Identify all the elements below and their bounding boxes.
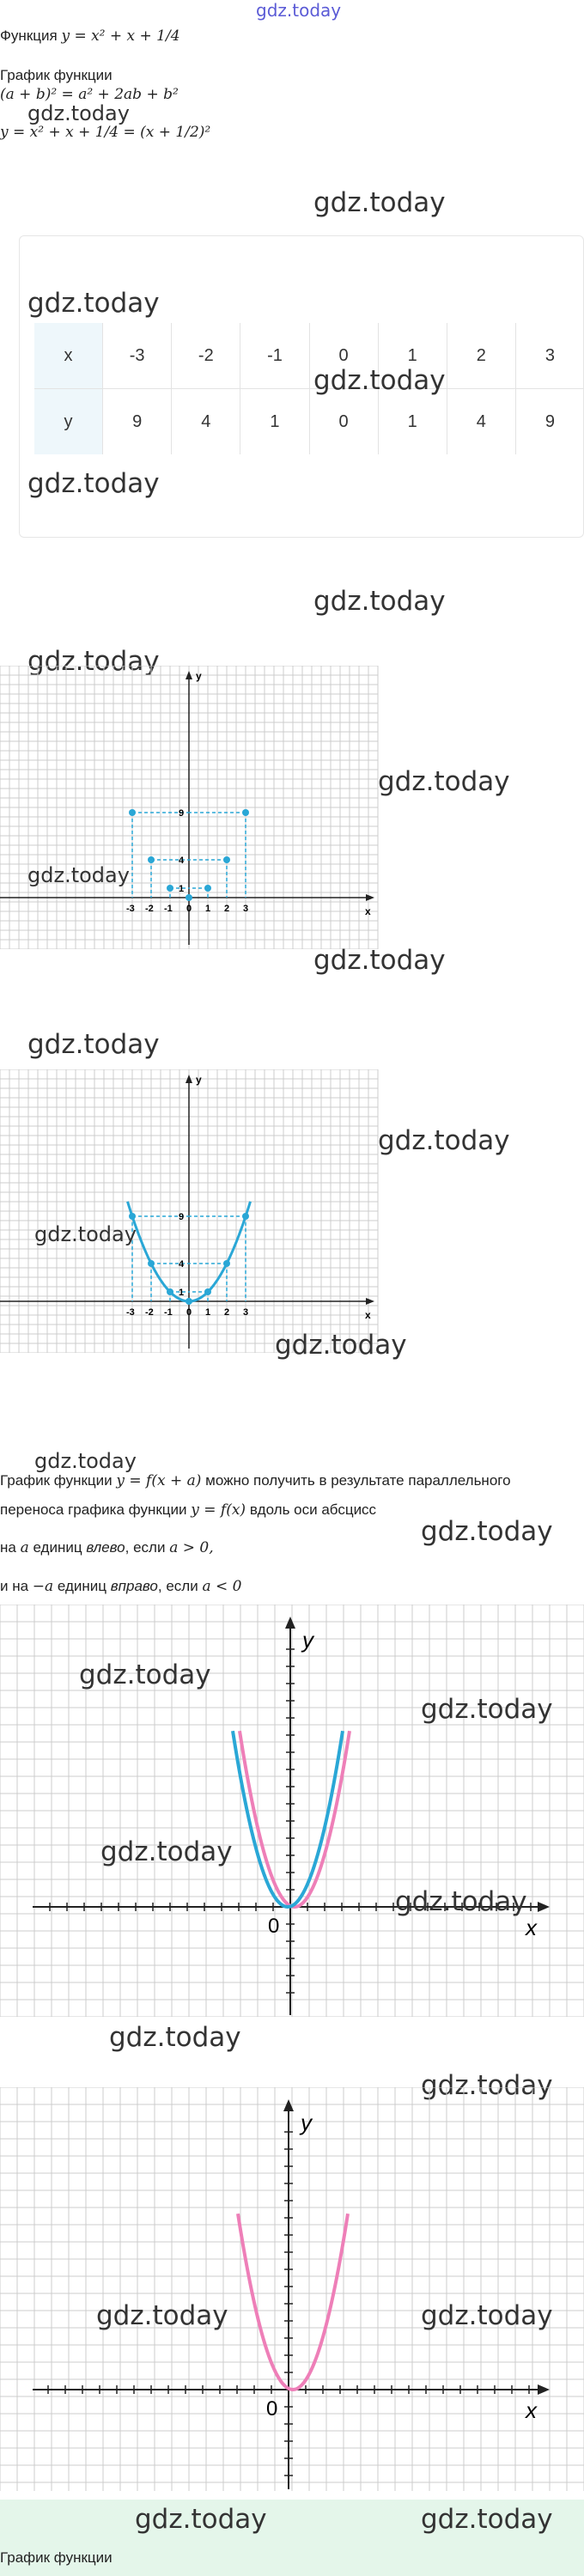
x-tick-label: 0	[186, 1307, 192, 1318]
table-row-x	[34, 323, 584, 389]
watermark: gdz.today	[421, 1516, 553, 1547]
rule-direction: вправо	[110, 1578, 158, 1594]
table-cell: -2	[172, 323, 240, 389]
x-tick-label: 2	[224, 1307, 230, 1318]
x-tick-label: 3	[243, 1307, 249, 1318]
x-axis-arrow	[538, 2384, 550, 2395]
table-cell: -3	[103, 323, 172, 389]
data-point	[186, 1298, 192, 1305]
table-cell: 9	[544, 411, 555, 431]
x-axis-arrow	[366, 894, 374, 901]
watermark: gdz.today	[421, 2070, 553, 2101]
data-point	[129, 809, 136, 816]
pink-parabola	[238, 2214, 348, 2390]
table-cell: 0	[309, 323, 378, 389]
data-point	[129, 1213, 136, 1220]
function-formula: y = x² + x + 1/4	[61, 27, 180, 45]
watermark: gdz.today	[27, 101, 130, 125]
rule-text: и на	[0, 1578, 29, 1594]
rule-condition: a < 0	[202, 1578, 242, 1595]
x-axis-arrow	[538, 1902, 550, 1912]
table-row-y	[34, 389, 584, 455]
table-cell: 1	[240, 389, 309, 455]
shift-rule-line-4	[0, 1576, 241, 1597]
watermark: gdz.today	[421, 1694, 553, 1725]
x-tick-label: 2	[224, 904, 230, 914]
watermark: gdz.today	[313, 945, 446, 976]
table-cell: 1	[378, 323, 447, 389]
x-tick-label: 3	[243, 904, 249, 914]
rule-formula: y = f(x)	[191, 1501, 246, 1519]
y-tick-label: 1	[179, 1288, 185, 1298]
rule-formula: a	[20, 1539, 29, 1556]
x-axis-label: x	[526, 1915, 537, 1940]
watermark: gdz.today	[421, 2504, 553, 2535]
watermark: gdz.today	[27, 646, 160, 677]
pink-parabola	[240, 1731, 350, 1907]
rule-text: можно получить в результате параллельного	[205, 1472, 511, 1489]
rule-text: , если	[125, 1539, 166, 1556]
x-axis-label: x	[365, 905, 371, 917]
data-point	[223, 1260, 230, 1267]
data-point	[223, 856, 230, 863]
x-tick-label: -3	[126, 904, 135, 914]
data-point	[204, 1288, 211, 1295]
rule-direction: влево	[86, 1539, 125, 1556]
shift-rule-line-1	[0, 1471, 584, 1491]
watermark: gdz.today	[79, 1659, 211, 1690]
watermark: gdz.today	[96, 2300, 228, 2331]
table-cell: -1	[240, 323, 309, 389]
y-tick-label: 9	[179, 1212, 185, 1222]
x-axis-arrow	[366, 1298, 374, 1305]
table-cell: 4	[447, 389, 515, 455]
watermark: gdz.today	[109, 2022, 241, 2053]
y-axis-label: y	[301, 2110, 312, 2135]
rule-formula: −a	[32, 1578, 54, 1595]
data-point	[186, 894, 192, 901]
y-tick-label: 9	[179, 808, 185, 819]
table-cell: 0	[309, 389, 378, 455]
watermark: gdz.today	[378, 1125, 510, 1156]
data-point	[167, 1288, 173, 1295]
shift-rule-line-3	[0, 1538, 214, 1558]
y-tick-label: 4	[179, 1259, 185, 1270]
table-header-x: x	[34, 323, 103, 389]
table-cell: 9	[103, 389, 172, 455]
y-axis-label: y	[196, 1074, 202, 1086]
watermark: gdz.today	[27, 1029, 160, 1060]
x-tick-label: -3	[126, 1307, 135, 1318]
rule-text: График функции	[0, 1472, 113, 1489]
watermark: gdz.today	[313, 187, 446, 218]
y-axis-label: y	[302, 1627, 313, 1653]
x-tick-label: -1	[164, 904, 173, 914]
watermark: gdz.today	[135, 2504, 267, 2535]
table-cell: 3	[515, 323, 584, 389]
function-label: Функция	[0, 27, 58, 44]
watermark: gdz.today	[313, 586, 446, 617]
data-point	[148, 1260, 155, 1267]
data-point	[167, 885, 173, 892]
site-link[interactable]: gdz.today	[256, 0, 342, 21]
table-header-y: y	[34, 389, 103, 455]
table-cell: 4	[172, 389, 240, 455]
rule-condition: a > 0,	[169, 1539, 214, 1556]
pink-parabola-chart	[0, 2087, 584, 2491]
rule-text: переноса графика функции	[0, 1501, 187, 1518]
watermark: gdz.today	[34, 1449, 137, 1473]
watermark: gdz.today	[27, 288, 160, 319]
x-tick-label: -1	[164, 1307, 173, 1318]
data-point	[204, 885, 211, 892]
y-tick-label: 4	[179, 856, 185, 866]
transform-formula: y = x² + x + 1/4 = (x + 1/2)²	[0, 124, 211, 141]
x-tick-label: 0	[186, 904, 192, 914]
rule-formula: y = f(x + a)	[116, 1472, 202, 1489]
data-point	[242, 809, 249, 816]
x-tick-label: -2	[145, 904, 154, 914]
rule-text: единиц	[57, 1578, 107, 1594]
table-cell: 1	[378, 389, 447, 455]
origin-label: 0	[266, 2397, 278, 2421]
watermark: gdz.today	[313, 365, 446, 396]
values-table	[34, 323, 584, 454]
footer-graph-label: График функции	[0, 2549, 113, 2566]
rule-text: единиц	[33, 1539, 82, 1556]
x-tick-label: -2	[145, 1307, 154, 1318]
x-axis-label: x	[365, 1309, 371, 1321]
watermark: gdz.today	[34, 1222, 137, 1246]
watermark: gdz.today	[27, 468, 160, 499]
rule-text: вдоль оси абсцисс	[249, 1501, 377, 1518]
origin-label: 0	[268, 1915, 280, 1938]
data-point	[148, 856, 155, 863]
y-tick-label: 1	[179, 884, 185, 894]
parabola-chart	[0, 1069, 380, 1353]
watermark: gdz.today	[275, 1330, 407, 1361]
watermark: gdz.today	[27, 863, 130, 887]
y-axis-arrow	[285, 1617, 295, 1629]
watermark: gdz.today	[395, 1886, 527, 1917]
y-axis-label: y	[196, 670, 202, 682]
x-axis-label: x	[526, 2397, 537, 2423]
square-identity: (a + b)² = a² + 2ab + b²	[0, 86, 179, 103]
watermark: gdz.today	[100, 1836, 233, 1867]
watermark: gdz.today	[421, 2300, 553, 2331]
watermark: gdz.today	[378, 766, 510, 797]
rule-text: , если	[157, 1578, 198, 1594]
x-tick-label: 1	[205, 1307, 211, 1318]
points-chart	[0, 666, 380, 949]
function-line	[0, 26, 180, 46]
graph-label: График функции	[0, 67, 113, 83]
x-tick-label: 1	[205, 904, 211, 914]
rule-text: на	[0, 1539, 16, 1556]
data-point	[242, 1213, 249, 1220]
table-cell: 2	[447, 323, 515, 389]
